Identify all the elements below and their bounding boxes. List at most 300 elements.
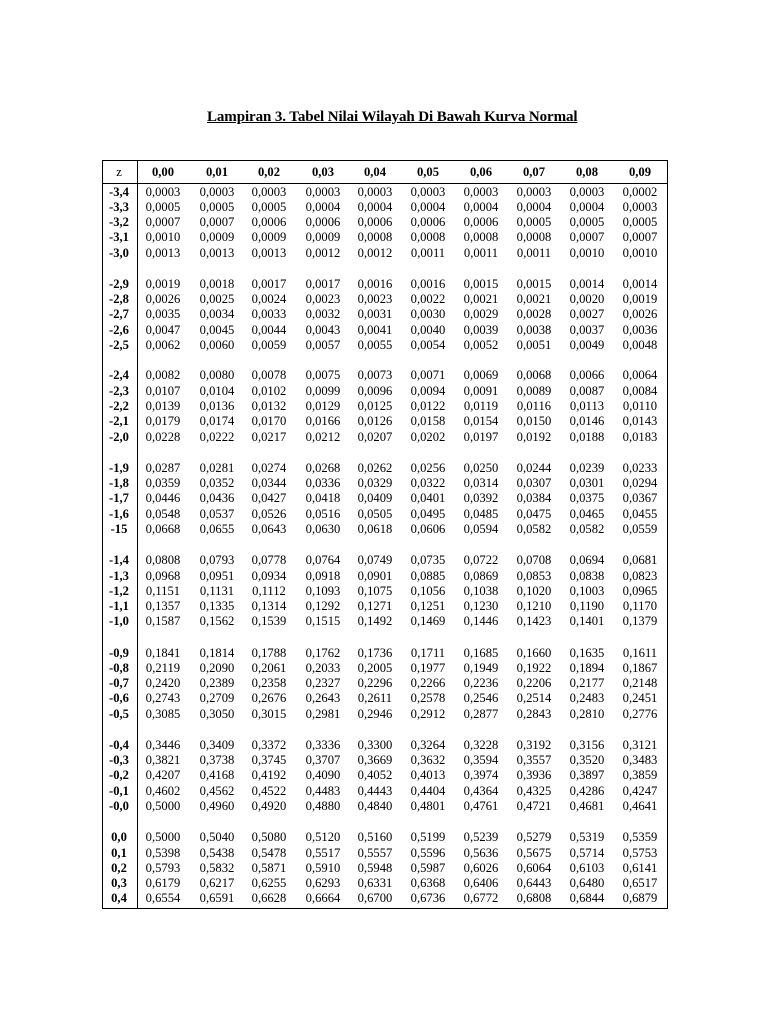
table-cell: 0,0003: [145, 184, 181, 199]
table-cell: 0,0174: [199, 414, 235, 429]
table-cell: 0,0918: [305, 568, 341, 583]
table-cell: 0,3632: [410, 753, 446, 768]
table-cell: 0,0055: [357, 338, 393, 352]
table-cell: 0,4052: [357, 768, 393, 783]
table-cell: 0,0146: [569, 414, 605, 429]
table-cell: 0,4681: [569, 799, 605, 813]
header-col: 0,02: [257, 165, 281, 179]
table-cell: 0,0951: [199, 568, 235, 583]
table-cell: 0,0003: [463, 184, 499, 199]
table-cell: 0,0107: [145, 383, 181, 398]
table-cell: 0,2709: [199, 691, 235, 706]
table-cell: 0,3050: [199, 706, 235, 721]
table-cell: 0,2061: [251, 660, 287, 675]
table-cell: 0,0013: [199, 245, 235, 260]
table-cell: 0,0008: [357, 230, 393, 245]
table-cell: 0,5714: [569, 845, 605, 860]
table-cell: 0,1357: [145, 599, 181, 614]
z-value: -0,0: [109, 799, 129, 813]
table-cell: 0,0735: [410, 553, 446, 568]
table-cell: 0,0301: [569, 476, 605, 491]
table-cell: 0,0064: [622, 368, 658, 383]
table-cell: 0,0006: [305, 215, 341, 230]
table-cell: 0,0007: [145, 215, 181, 230]
table-cell: 0,3707: [305, 753, 341, 768]
table-cell: 0,4247: [622, 783, 658, 798]
table-cell: 0,3483: [622, 753, 658, 768]
table-cell: 0,0023: [357, 292, 393, 307]
table-cell: 0,0104: [199, 383, 235, 398]
table-cell: 0,2776: [622, 706, 658, 721]
table-cell: 0,5636: [463, 845, 499, 860]
table-cell: 0,1492: [357, 614, 393, 629]
table-cell: 0,0003: [569, 184, 605, 199]
table-cell: 0,0011: [463, 245, 499, 260]
z-value: -15: [110, 522, 128, 536]
table-cell: 0,4880: [305, 799, 341, 813]
table-cell: 0,0287: [145, 460, 181, 475]
table-cell: 0,5080: [251, 830, 287, 845]
table-cell: 0,3015: [251, 706, 287, 721]
header-col: 0,00: [151, 165, 175, 179]
table-cell: 0,0082: [145, 368, 181, 383]
table-cell: 0,0018: [199, 276, 235, 291]
table-cell: 0,0409: [357, 491, 393, 506]
table-cell: 0,5199: [410, 830, 446, 845]
table-cell: 0,0005: [569, 215, 605, 230]
table-cell: 0,0003: [199, 184, 235, 199]
table-cell: 0,0004: [569, 199, 605, 214]
table-cell: 0,0031: [357, 307, 393, 322]
table-cell: 0,0307: [516, 476, 552, 491]
z-value: -2,3: [109, 383, 129, 398]
header-col: 0,07: [522, 165, 546, 179]
table-cell: 0,3974: [463, 768, 499, 783]
table-cell: 0,0045: [199, 322, 235, 337]
table-cell: 0,1056: [410, 583, 446, 598]
table-cell: 0,0007: [622, 230, 658, 245]
table-cell: 0,6141: [622, 860, 658, 875]
table-cell: 0,0618: [357, 522, 393, 536]
table-cell: 0,3594: [463, 753, 499, 768]
table-cell: 0,0823: [622, 568, 658, 583]
table-cell: 0,3520: [569, 753, 605, 768]
z-value: -1,0: [109, 614, 129, 629]
table-cell: 0,5987: [410, 860, 446, 875]
z-value: -1,3: [109, 568, 129, 583]
table-cell: 0,3738: [199, 753, 235, 768]
table-cell: 0,0170: [251, 414, 287, 429]
table-cell: 0,0793: [199, 553, 235, 568]
table-cell: 0,0132: [251, 398, 287, 413]
table-cell: 0,0183: [622, 429, 658, 444]
table-cell: 0,0329: [357, 476, 393, 491]
table-cell: 0,2148: [622, 676, 658, 691]
table-cell: 0,0537: [199, 506, 235, 521]
table-cell: 0,5832: [199, 860, 235, 875]
table-cell: 0,0010: [622, 245, 658, 260]
header-col: 0,03: [311, 165, 335, 179]
table-cell: 0,0749: [357, 553, 393, 568]
table-cell: 0,5478: [251, 845, 287, 860]
table-cell: 0,6368: [410, 876, 446, 891]
table-cell: 0,0006: [357, 215, 393, 230]
table-cell: 0,5517: [305, 845, 341, 860]
table-cell: 0,5239: [463, 830, 499, 845]
table-cell: 0,0003: [357, 184, 393, 199]
table-cell: 0,0359: [145, 476, 181, 491]
table-cell: 0,6255: [251, 876, 287, 891]
table-cell: 0,2296: [357, 676, 393, 691]
table-cell: 0,0188: [569, 429, 605, 444]
table-cell: 0,0052: [463, 338, 499, 352]
table-cell: 0,4168: [199, 768, 235, 783]
table-cell: 0,3228: [463, 737, 499, 752]
table-cell: 0,0075: [305, 368, 341, 383]
table-cell: 0,1210: [516, 599, 552, 614]
table-cell: 0,0475: [516, 506, 552, 521]
table-cell: 0,3300: [357, 737, 393, 752]
z-value: -0,2: [109, 768, 129, 783]
table-cell: 0,5359: [622, 830, 658, 845]
table-cell: 0,0043: [305, 322, 341, 337]
table-cell: 0,5398: [145, 845, 181, 860]
table-cell: 0,6026: [463, 860, 499, 875]
table-cell: 0,6179: [145, 876, 181, 891]
table-cell: 0,2033: [305, 660, 341, 675]
table-cell: 0,0007: [569, 230, 605, 245]
table-cell: 0,0005: [516, 215, 552, 230]
table-cell: 0,0436: [199, 491, 235, 506]
table-cell: 0,0003: [410, 184, 446, 199]
table-cell: 0,4960: [199, 799, 235, 813]
table-cell: 0,2358: [251, 676, 287, 691]
header-col: 0,06: [469, 165, 493, 179]
table-cell: 0,0011: [410, 245, 446, 260]
table-cell: 0,6443: [516, 876, 552, 891]
table-cell: 0,0040: [410, 322, 446, 337]
table-cell: 0,1977: [410, 660, 446, 675]
table-cell: 0,0091: [463, 383, 499, 398]
table-cell: 0,2843: [516, 706, 552, 721]
table-cell: 0,1867: [622, 660, 658, 675]
table-cell: 0,0136: [199, 398, 235, 413]
table-cell: 0,0139: [145, 398, 181, 413]
table-cell: 0,0166: [305, 414, 341, 429]
table-cell: 0,0014: [569, 276, 605, 291]
table-cell: 0,6844: [569, 891, 605, 906]
table-cell: 0,3446: [145, 737, 181, 752]
table-cell: 0,0094: [410, 383, 446, 398]
table-cell: 0,0838: [569, 568, 605, 583]
table-cell: 0,1894: [569, 660, 605, 675]
table-cell: 0,0212: [305, 429, 341, 444]
table-cell: 0,0606: [410, 522, 446, 536]
table-cell: 0,0006: [463, 215, 499, 230]
table-cell: 0,0968: [145, 568, 181, 583]
table-cell: 0,0643: [251, 522, 287, 536]
table-cell: 0,6554: [145, 891, 181, 906]
table-cell: 0,5319: [569, 830, 605, 845]
table-cell: 0,6480: [569, 876, 605, 891]
table-cell: 0,2611: [357, 691, 393, 706]
table-cell: 0,0032: [305, 307, 341, 322]
z-value: -2,4: [109, 368, 129, 383]
table-cell: 0,0808: [145, 553, 181, 568]
table-cell: 0,1020: [516, 583, 552, 598]
table-cell: 0,0008: [463, 230, 499, 245]
table-cell: 0,0062: [145, 338, 181, 352]
z-value: 0,0: [111, 830, 127, 845]
table-cell: 0,0004: [357, 199, 393, 214]
table-cell: 0,0294: [622, 476, 658, 491]
table-cell: 0,0012: [305, 245, 341, 260]
table-cell: 0,0087: [569, 383, 605, 398]
table-cell: 0,0078: [251, 368, 287, 383]
table-cell: 0,3669: [357, 753, 393, 768]
table-cell: 0,0047: [145, 322, 181, 337]
z-value: 0,1: [111, 845, 127, 860]
table-cell: 0,0934: [251, 568, 287, 583]
table-cell: 0,0192: [516, 429, 552, 444]
table-cell: 0,0582: [569, 522, 605, 536]
z-value: 0,3: [111, 876, 127, 891]
table-cell: 0,4090: [305, 768, 341, 783]
table-cell: 0,4721: [516, 799, 552, 813]
table-cell: 0,0006: [410, 215, 446, 230]
table-cell: 0,3192: [516, 737, 552, 752]
table-cell: 0,4404: [410, 783, 446, 798]
table-cell: 0,0217: [251, 429, 287, 444]
table-cell: 0,0110: [622, 398, 658, 413]
table-cell: 0,4641: [622, 799, 658, 813]
table-cell: 0,1151: [145, 583, 181, 598]
table-cell: 0,0262: [357, 460, 393, 475]
z-value: -0,7: [109, 676, 129, 691]
table-cell: 0,0516: [305, 506, 341, 521]
table-cell: 0,2981: [305, 706, 341, 721]
table-cell: 0,0021: [516, 292, 552, 307]
table-cell: 0,0054: [410, 338, 446, 352]
table-cell: 0,0004: [410, 199, 446, 214]
table-cell: 0,1788: [251, 645, 287, 660]
header-z: z: [116, 165, 122, 179]
z-value: -2,0: [109, 429, 129, 444]
table-cell: 0,1314: [251, 599, 287, 614]
table-cell: 0,6879: [622, 891, 658, 906]
table-cell: 0,0764: [305, 553, 341, 568]
table-cell: 0,3745: [251, 753, 287, 768]
table-cell: 0,0367: [622, 491, 658, 506]
table-cell: 0,1401: [569, 614, 605, 629]
table-cell: 0,4801: [410, 799, 446, 813]
table-cell: 0,0033: [251, 307, 287, 322]
table-cell: 0,3859: [622, 768, 658, 783]
table-cell: 0,0202: [410, 429, 446, 444]
table-cell: 0,4443: [357, 783, 393, 798]
table-cell: 0,1251: [410, 599, 446, 614]
table-cell: 0,2206: [516, 676, 552, 691]
table-cell: 0,3156: [569, 737, 605, 752]
table-cell: 0,5871: [251, 860, 287, 875]
z-value: -0,9: [109, 645, 129, 660]
z-value: -2,6: [109, 322, 129, 337]
table-cell: 0,0268: [305, 460, 341, 475]
table-cell: 0,0233: [622, 460, 658, 475]
table-cell: 0,2743: [145, 691, 181, 706]
table-cell: 0,1635: [569, 645, 605, 660]
table-cell: 0,1711: [410, 645, 446, 660]
table-cell: 0,4522: [251, 783, 287, 798]
table-cell: 0,1949: [463, 660, 499, 675]
table-cell: 0,0143: [622, 414, 658, 429]
table-cell: 0,0008: [516, 230, 552, 245]
table-cell: 0,2643: [305, 691, 341, 706]
table-cell: 0,5596: [410, 845, 446, 860]
table-cell: 0,0314: [463, 476, 499, 491]
header-col: 0,04: [363, 165, 387, 179]
z-value: -1,6: [109, 506, 129, 521]
table-cell: 0,0071: [410, 368, 446, 383]
table-cell: 0,0011: [516, 245, 552, 260]
table-cell: 0,3409: [199, 737, 235, 752]
table-cell: 0,0068: [516, 368, 552, 383]
table-cell: 0,0322: [410, 476, 446, 491]
table-cell: 0,0228: [145, 429, 181, 444]
table-cell: 0,4562: [199, 783, 235, 798]
table-cell: 0,0014: [622, 276, 658, 291]
z-value: 0,2: [111, 860, 127, 875]
table-cell: 0,6331: [357, 876, 393, 891]
z-value: -1,9: [109, 460, 129, 475]
z-value: -1,4: [109, 553, 129, 568]
z-value: 0,4: [111, 891, 127, 906]
z-value: -3,4: [109, 184, 129, 199]
table-cell: 0,0051: [516, 338, 552, 352]
table-cell: 0,4602: [145, 783, 181, 798]
table-cell: 0,0722: [463, 553, 499, 568]
table-cell: 0,0073: [357, 368, 393, 383]
header-col: 0,05: [416, 165, 440, 179]
table-cell: 0,0274: [251, 460, 287, 475]
table-cell: 0,0116: [516, 398, 552, 413]
table-cell: 0,1762: [305, 645, 341, 660]
table-cell: 0,0102: [251, 383, 287, 398]
header-col: 0,01: [205, 165, 229, 179]
table-cell: 0,0017: [251, 276, 287, 291]
table-cell: 0,0096: [357, 383, 393, 398]
table-cell: 0,1515: [305, 614, 341, 629]
table-cell: 0,0099: [305, 383, 341, 398]
table-cell: 0,0485: [463, 506, 499, 521]
z-value: -0,3: [109, 753, 129, 768]
z-value: -3,3: [109, 199, 129, 214]
table-cell: 0,3085: [145, 706, 181, 721]
table-cell: 0,1131: [199, 583, 235, 598]
z-value: -0,6: [109, 691, 129, 706]
table-cell: 0,4483: [305, 783, 341, 798]
table-cell: 0,4840: [357, 799, 393, 813]
table-cell: 0,0019: [145, 276, 181, 291]
table-cell: 0,1230: [463, 599, 499, 614]
table-cell: 0,2327: [305, 676, 341, 691]
table-cell: 0,0630: [305, 522, 341, 536]
table-cell: 0,2546: [463, 691, 499, 706]
table-cell: 0,0003: [516, 184, 552, 199]
table-cell: 0,5948: [357, 860, 393, 875]
table-cell: 0,0066: [569, 368, 605, 383]
table-cell: 0,0084: [622, 383, 658, 398]
table-cell: 0,0455: [622, 506, 658, 521]
z-value: -3,0: [109, 245, 129, 260]
table-cell: 0,6217: [199, 876, 235, 891]
table-cell: 0,0126: [357, 414, 393, 429]
table-cell: 0,2912: [410, 706, 446, 721]
table-cell: 0,0113: [569, 398, 605, 413]
table-cell: 0,0038: [516, 322, 552, 337]
table-cell: 0,1075: [357, 583, 393, 598]
table-cell: 0,0197: [463, 429, 499, 444]
table-cell: 0,5753: [622, 845, 658, 860]
table-cell: 0,0059: [251, 338, 287, 352]
table-cell: 0,0060: [199, 338, 235, 352]
table-cell: 0,0427: [251, 491, 287, 506]
table-cell: 0,6591: [199, 891, 235, 906]
table-cell: 0,1093: [305, 583, 341, 598]
table-cell: 0,1922: [516, 660, 552, 675]
table-cell: 0,1190: [569, 599, 605, 614]
table-cell: 0,3336: [305, 737, 341, 752]
table-cell: 0,2676: [251, 691, 287, 706]
header-col: 0,08: [575, 165, 599, 179]
table-cell: 0,2451: [622, 691, 658, 706]
z-value: -2,8: [109, 292, 129, 307]
table-cell: 0,0006: [251, 215, 287, 230]
table-cell: 0,4761: [463, 799, 499, 813]
table-cell: 0,1112: [252, 583, 286, 598]
table-cell: 0,1562: [199, 614, 235, 629]
table-cell: 0,0005: [251, 199, 287, 214]
table-cell: 0,0694: [569, 553, 605, 568]
table-cell: 0,2946: [357, 706, 393, 721]
table-cell: 0,0009: [251, 230, 287, 245]
table-cell: 0,0010: [145, 230, 181, 245]
table-cell: 0,4920: [251, 799, 287, 813]
z-value: -2,7: [109, 307, 129, 322]
table-cell: 0,0037: [569, 322, 605, 337]
table-cell: 0,6700: [357, 891, 393, 906]
table-cell: 0,2810: [569, 706, 605, 721]
table-cell: 0,0049: [569, 338, 605, 352]
table-cell: 0,0034: [199, 307, 235, 322]
table-cell: 0,4286: [569, 783, 605, 798]
table-cell: 0,6064: [516, 860, 552, 875]
table-cell: 0,0465: [569, 506, 605, 521]
table-cell: 0,0041: [357, 322, 393, 337]
table-cell: 0,0089: [516, 383, 552, 398]
table-cell: 0,0013: [145, 245, 181, 260]
table-cell: 0,0035: [145, 307, 181, 322]
table-cell: 0,0505: [357, 506, 393, 521]
table-cell: 0,0384: [516, 491, 552, 506]
table-cell: 0,0344: [251, 476, 287, 491]
table-cell: 0,0901: [357, 568, 393, 583]
table-cell: 0,0256: [410, 460, 446, 475]
table-cell: 0,0019: [622, 292, 658, 307]
table-cell: 0,0026: [622, 307, 658, 322]
table-cell: 0,5910: [305, 860, 341, 875]
table-cell: 0,0080: [199, 368, 235, 383]
